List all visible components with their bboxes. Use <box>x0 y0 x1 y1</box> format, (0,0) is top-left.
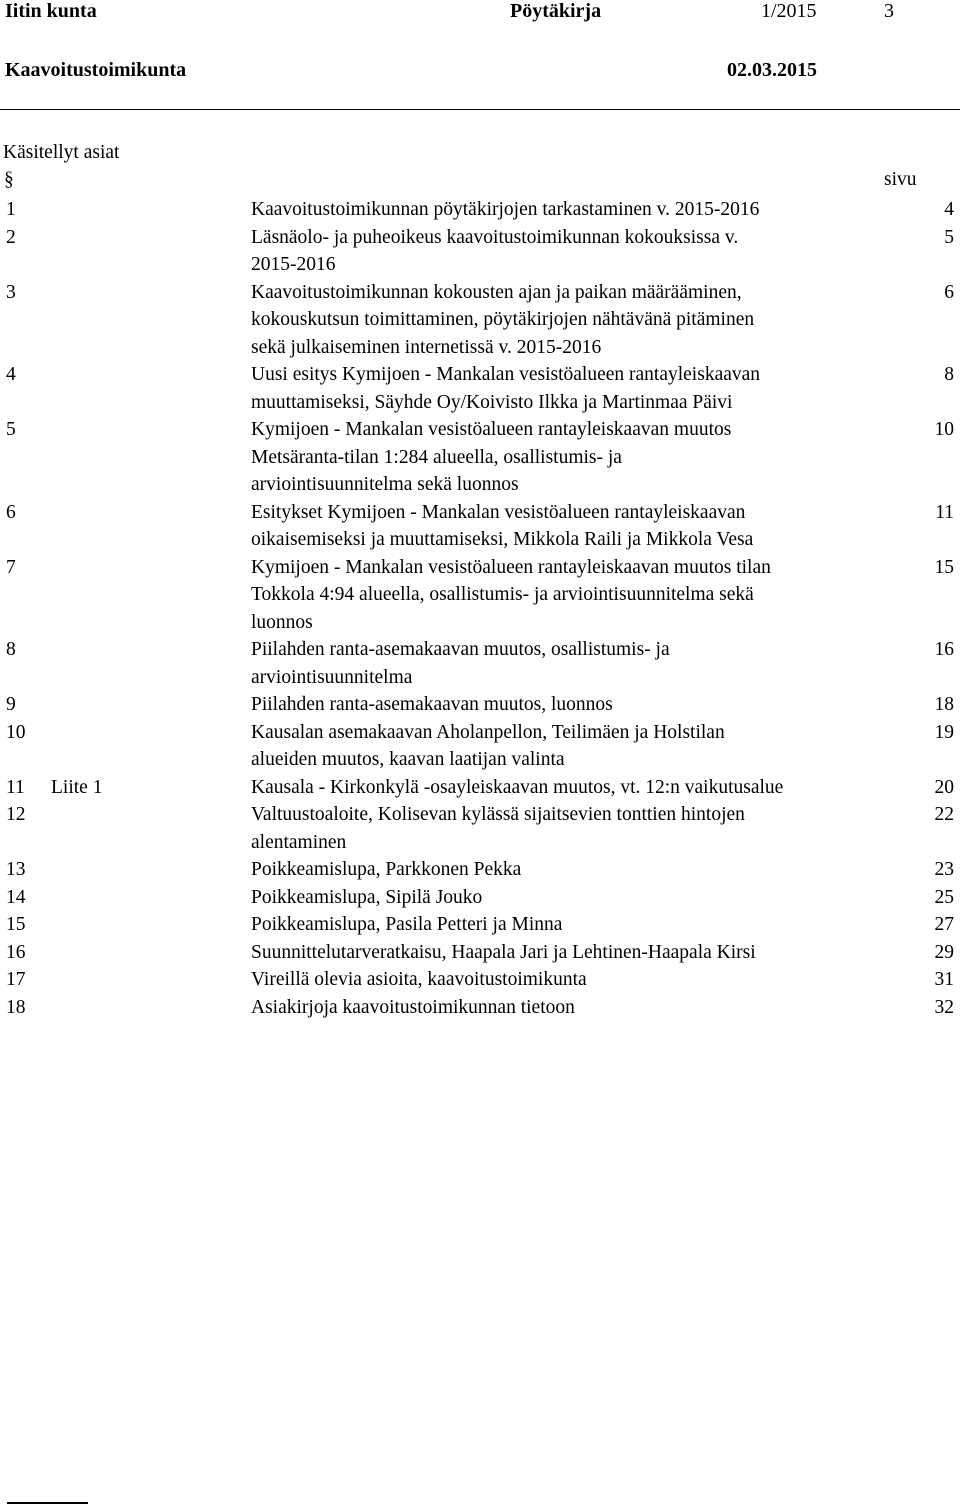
toc-item <box>0 966 960 994</box>
item-title-line: kokouskutsun toimittaminen, pöytäkirjojen nähtävänä pitäminen <box>251 309 755 330</box>
item-number: 3 <box>6 281 16 303</box>
toc-item <box>0 279 960 362</box>
committee-name: Kaavoitustoimikunta <box>5 59 187 81</box>
item-page: 23 <box>934 859 954 880</box>
item-page: 25 <box>934 886 954 908</box>
document-type: Pöytäkirja <box>510 0 602 22</box>
item-title <box>251 911 891 939</box>
footnote-rule <box>7 1502 88 1504</box>
item-title-line: Esitykset Kymijoen - Mankalan vesistöalueen rantayleiskaavan <box>251 501 746 523</box>
toc-item <box>0 801 960 856</box>
header-divider <box>0 109 960 110</box>
item-number: 17 <box>6 969 26 990</box>
item-title-line: Kausalan asemakaavan Aholanpellon, Teilimäen ja Holstilan <box>251 721 725 743</box>
item-title-line: sekä julkaiseminen internetissä v. 2015-2016 <box>251 336 602 358</box>
toc-item <box>0 774 960 802</box>
item-page: 11 <box>935 501 954 523</box>
item-title <box>251 774 891 802</box>
item-title-line: arviointisuunnitelma sekä luonnos <box>251 474 519 495</box>
item-title-line: arviointisuunnitelma <box>251 666 413 688</box>
item-title <box>251 499 891 554</box>
item-title-line: Kymijoen - Mankalan vesistöalueen rantayleiskaavan muutos <box>251 419 732 440</box>
item-number: 12 <box>6 804 26 825</box>
item-number: 14 <box>6 886 26 908</box>
item-title-line: Poikkeamislupa, Pasila Petteri ja Minna <box>251 914 563 935</box>
item-title-line: alueiden muutos, kaavan laatijan valinta <box>251 749 565 770</box>
toc-list <box>0 196 960 1021</box>
item-number: 13 <box>6 859 26 880</box>
item-title-line: Kaavoitustoimikunnan kokousten ajan ja paikan määrääminen, <box>251 281 742 303</box>
item-page: 6 <box>944 281 954 303</box>
item-number: 16 <box>6 941 26 963</box>
item-title <box>251 691 891 719</box>
toc-item <box>0 884 960 912</box>
item-page: 5 <box>944 226 954 248</box>
item-title-line: Valtuustoaloite, Kolisevan kylässä sijaitsevien tonttien hintojen <box>251 804 745 825</box>
item-title <box>251 994 891 1022</box>
item-page: 32 <box>934 996 954 1018</box>
toc-item <box>0 856 960 884</box>
item-page: 16 <box>934 639 954 660</box>
item-title-line: luonnos <box>251 611 313 633</box>
item-title-line: Uusi esitys Kymijoen - Mankalan vesistöalueen rantayleiskaavan <box>251 364 761 385</box>
item-title <box>251 554 891 637</box>
meeting-date: 02.03.2015 <box>727 59 817 81</box>
item-number: 5 <box>6 419 16 440</box>
item-number: 2 <box>6 226 16 248</box>
item-attachment: Liite 1 <box>51 776 103 798</box>
item-page: 19 <box>934 721 954 743</box>
item-page: 22 <box>934 804 954 825</box>
item-number: 7 <box>6 556 16 578</box>
item-title-line: 2015-2016 <box>251 254 336 275</box>
item-title <box>251 884 891 912</box>
item-number: 11 <box>6 776 25 798</box>
section-title: Käsitellyt asiat <box>3 142 120 163</box>
item-title-line: Poikkeamislupa, Parkkonen Pekka <box>251 859 522 880</box>
item-title-line: Piilahden ranta-asemakaavan muutos, luonnos <box>251 694 613 715</box>
item-page: 31 <box>934 969 954 990</box>
item-title <box>251 939 891 967</box>
item-number: 18 <box>6 996 26 1018</box>
item-page: 4 <box>944 199 954 220</box>
toc-item <box>0 636 960 691</box>
item-number: 15 <box>6 914 26 935</box>
item-title-line: Suunnittelutarveratkaisu, Haapala Jari ja Lehtinen-Haapala Kirsi <box>251 941 756 963</box>
page-column-header: sivu <box>884 169 917 190</box>
item-title-line: Poikkeamislupa, Sipilä Jouko <box>251 886 483 908</box>
item-title <box>251 224 891 279</box>
item-title-line: Kymijoen - Mankalan vesistöalueen rantayleiskaavan muutos tilan <box>251 556 771 578</box>
toc-item <box>0 554 960 637</box>
item-number: 6 <box>6 501 16 523</box>
item-title <box>251 196 891 224</box>
toc-item <box>0 939 960 967</box>
item-title-line: Vireillä olevia asioita, kaavoitustoimikunta <box>251 969 587 990</box>
item-number: 1 <box>6 199 16 220</box>
item-page: 8 <box>944 364 954 385</box>
item-page: 10 <box>934 419 954 440</box>
item-title-line: Tokkola 4:94 alueella, osallistumis- ja arviointisuunnitelma sekä <box>251 584 754 605</box>
item-title-line: Metsäranta-tilan 1:284 alueella, osallistumis- ja <box>251 446 622 468</box>
item-number: 10 <box>6 721 26 743</box>
item-number: 9 <box>6 694 16 715</box>
item-title-line: oikaisemiseksi ja muuttamiseksi, Mikkola Raili ja Mikkola Vesa <box>251 529 754 550</box>
toc-item <box>0 499 960 554</box>
toc-item <box>0 691 960 719</box>
municipality-name: Iitin kunta <box>5 0 97 22</box>
item-number: 8 <box>6 639 16 660</box>
item-number: 4 <box>6 364 16 385</box>
document-number: 1/2015 <box>761 0 817 22</box>
item-page: 18 <box>934 694 954 715</box>
item-title <box>251 361 891 416</box>
item-title <box>251 801 891 856</box>
item-page: 15 <box>934 556 954 578</box>
paragraph-mark: § <box>4 169 14 190</box>
item-title <box>251 279 891 362</box>
item-page: 27 <box>934 914 954 935</box>
item-title <box>251 636 891 691</box>
item-page: 29 <box>934 941 954 963</box>
toc-item <box>0 224 960 279</box>
toc-item <box>0 196 960 224</box>
item-title <box>251 719 891 774</box>
toc-item <box>0 416 960 499</box>
page-number: 3 <box>884 0 894 22</box>
toc-item <box>0 719 960 774</box>
item-title-line: alentaminen <box>251 831 347 853</box>
item-title <box>251 856 891 884</box>
item-title-line: Piilahden ranta-asemakaavan muutos, osallistumis- ja <box>251 639 670 660</box>
item-title-line: Läsnäolo- ja puheoikeus kaavoitustoimikunnan kokouksissa v. <box>251 226 739 248</box>
toc-item <box>0 361 960 416</box>
item-page: 20 <box>934 776 954 798</box>
item-title <box>251 416 891 499</box>
item-title-line: Asiakirjoja kaavoitustoimikunnan tietoon <box>251 996 575 1018</box>
item-title-line: Kaavoitustoimikunnan pöytäkirjojen tarkastaminen v. 2015-2016 <box>251 199 760 220</box>
item-title <box>251 966 891 994</box>
toc-item <box>0 911 960 939</box>
toc-item <box>0 994 960 1022</box>
item-title-line: muuttamiseksi, Säyhde Oy/Koivisto Ilkka ja Martinmaa Päivi <box>251 391 733 413</box>
item-title-line: Kausala - Kirkonkylä -osayleiskaavan muutos, vt. 12:n vaikutusalue <box>251 776 784 798</box>
